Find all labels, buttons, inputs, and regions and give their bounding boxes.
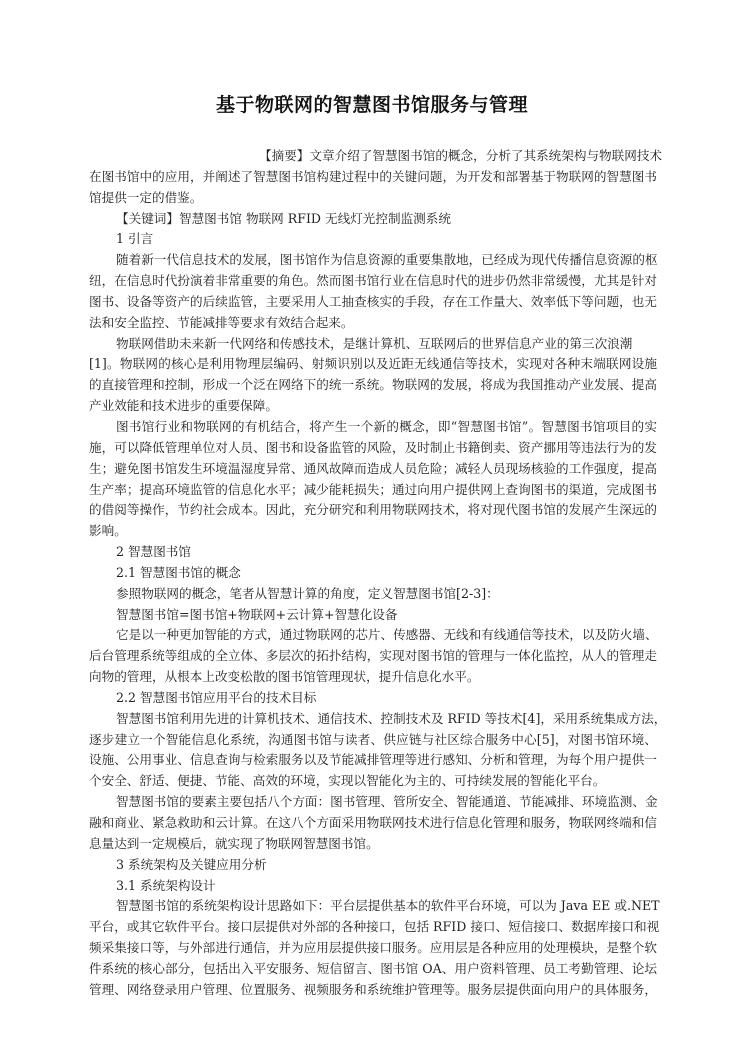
text-line: 它是以一种更加智能的方式，通过物联网的芯片、传感器、无线和有线通信等技术，以及防火墙、 — [116, 627, 658, 643]
text-line: 件系统的核心部分，包括出入平安服务、短信留言、图书馆 OA、用户资料管理、员工考勤管理、论坛 — [89, 960, 657, 976]
text-line: 智慧图书馆的系统架构设计思路如下：平台层提供基本的软件平台环境，可以为 Java EE 或.NET — [116, 898, 660, 914]
text-line: 随着新一代信息技术的发展，图书馆作为信息资源的重要集散地，已经成为现代传播信息资源的枢 — [116, 252, 658, 268]
text-line: 的借阅等操作，节约社会成本。因此，充分研究和利用物联网技术，将对现代图书馆的发展产生深远的 — [89, 502, 657, 518]
text-line: 2.2 智慧图书馆应用平台的技术目标 — [116, 689, 317, 705]
text-line: 设施、公用事业、信息查询与检索服务以及节能减排管理等进行感知、分析和管理，为每个用户提供一 — [89, 752, 657, 768]
text-line: 频采集接口等，与外部进行通信，并为应用层提供接口服务。应用层是各种应用的处理模块，是整个软 — [89, 940, 657, 956]
text-line: 产业效能和技术进步的重要保障。 — [89, 398, 278, 414]
text-line: 管理、网络登录用户管理、位置服务、视频服务和系统维护管理等。服务层提供面向用户的具体服务， — [89, 981, 657, 997]
text-line: 在图书馆中的应用，并阐述了智慧图书馆构建过程中的关键问题，为开发和部署基于物联网的智慧图书 — [89, 168, 657, 184]
text-line: 3 系统架构及关键应用分析 — [116, 856, 267, 872]
text-line: 的直接管理和控制，形成一个泛在网络下的统一系统。物联网的发展，将成为我国推动产业发展、提高 — [89, 377, 657, 393]
text-line: 智慧图书馆的要素主要包括八个方面：图书管理、管所安全、智能通道、节能减排、环境监测、金 — [116, 794, 658, 810]
text-line: 图书、设备等资产的后续监管，主要采用人工抽查核实的手段，存在工作量大、效率低下等问题，也无 — [89, 293, 657, 309]
document-title: 基于物联网的智慧图书馆服务与管理 — [215, 94, 528, 116]
text-line: [1]。物联网的核心是利用物理层编码、射频识别以及近距无线通信等技术，实现对各种末端联网设施 — [89, 356, 657, 372]
text-line: 1 引言 — [116, 231, 154, 247]
text-line: 图书馆行业和物联网的有机结合，将产生一个新的概念，即“智慧图书馆”。智慧图书馆项目的实 — [116, 418, 657, 434]
text-line: 馆提供一定的借鉴。 — [89, 189, 203, 205]
text-line: 逐步建立一个智能信息化系统，沟通图书馆与读者、供应链与社区综合服务中心[5]，对图书馆环境、 — [89, 731, 657, 747]
text-line: 融和商业、紧急救助和云计算。在这八个方面采用物联网技术进行信息化管理和服务，物联网终端和信 — [89, 815, 657, 830]
text-line: 平台，或其它软件平台。接口层提供对外部的各种接口，包括 RFID 接口、短信接口、数据库接口和视 — [89, 919, 660, 935]
text-line: 3.1 系统架构设计 — [116, 877, 216, 893]
document-body — [89, 146, 667, 1001]
text-line: 法和安全监控、节能减排等要求有效结合起来。 — [89, 314, 354, 330]
text-line: 后台管理系统等组成的全立体、多层次的拓扑结构，实现对图书馆的管理与一体化监控，从人的管理走 — [89, 648, 657, 664]
text-line: 纽，在信息时代扮演着非常重要的角色。然而图书馆行业在信息时代的进步仍然非常缓慢，尤其是针对 — [89, 273, 657, 289]
text-line: 个安全、舒适、便捷、节能、高效的环境，实现以智能化为主的、可持续发展的智能化平台。 — [89, 773, 606, 789]
text-line: 智慧图书馆=图书馆+物联网+云计算+智慧化设备 — [116, 606, 398, 622]
text-line: 影响。 — [89, 523, 127, 539]
text-line: 参照物联网的概念，笔者从智慧计算的角度，定义智慧图书馆[2-3]： — [116, 585, 499, 601]
text-line: 2.1 智慧图书馆的概念 — [116, 564, 241, 580]
text-line: 智慧图书馆利用先进的计算机技术、通信技术、控制技术及 RFID 等技术[4]，采用系统集成方法， — [116, 710, 667, 726]
text-line: 2 智慧图书馆 — [116, 544, 191, 560]
text-line: 生；避免图书馆发生环境温湿度异常、通风故障而造成人员危险；减轻人员现场核验的工作强度，提高 — [89, 460, 657, 476]
text-line: 向物的管理，从根本上改变松散的图书馆管理现状，提升信息化水平。 — [89, 669, 480, 685]
text-line: 施，可以降低管理单位对人员、图书和设备监管的风险，及时制止书籍倒卖、资产挪用等违法行为的发 — [89, 439, 657, 455]
text-line: 【关键词】智慧图书馆 物联网 RFID 无线灯光控制监测系统 — [116, 210, 451, 226]
text-line: 物联网借助未来新一代网络和传感技术，是继计算机、互联网后的世界信息产业的第三次浪潮 — [116, 335, 633, 351]
text-line: 生产率；提高环境监管的信息化水平；减少能耗损失；通过向用户提供网上查询图书的渠道，完成图书 — [89, 481, 657, 497]
text-line: 息量达到一定规模后，就实现了物联网智慧图书馆。 — [89, 835, 379, 851]
text-line: 【摘要】文章介绍了智慧图书馆的概念，分析了其系统架构与物联网技术 — [259, 148, 662, 163]
